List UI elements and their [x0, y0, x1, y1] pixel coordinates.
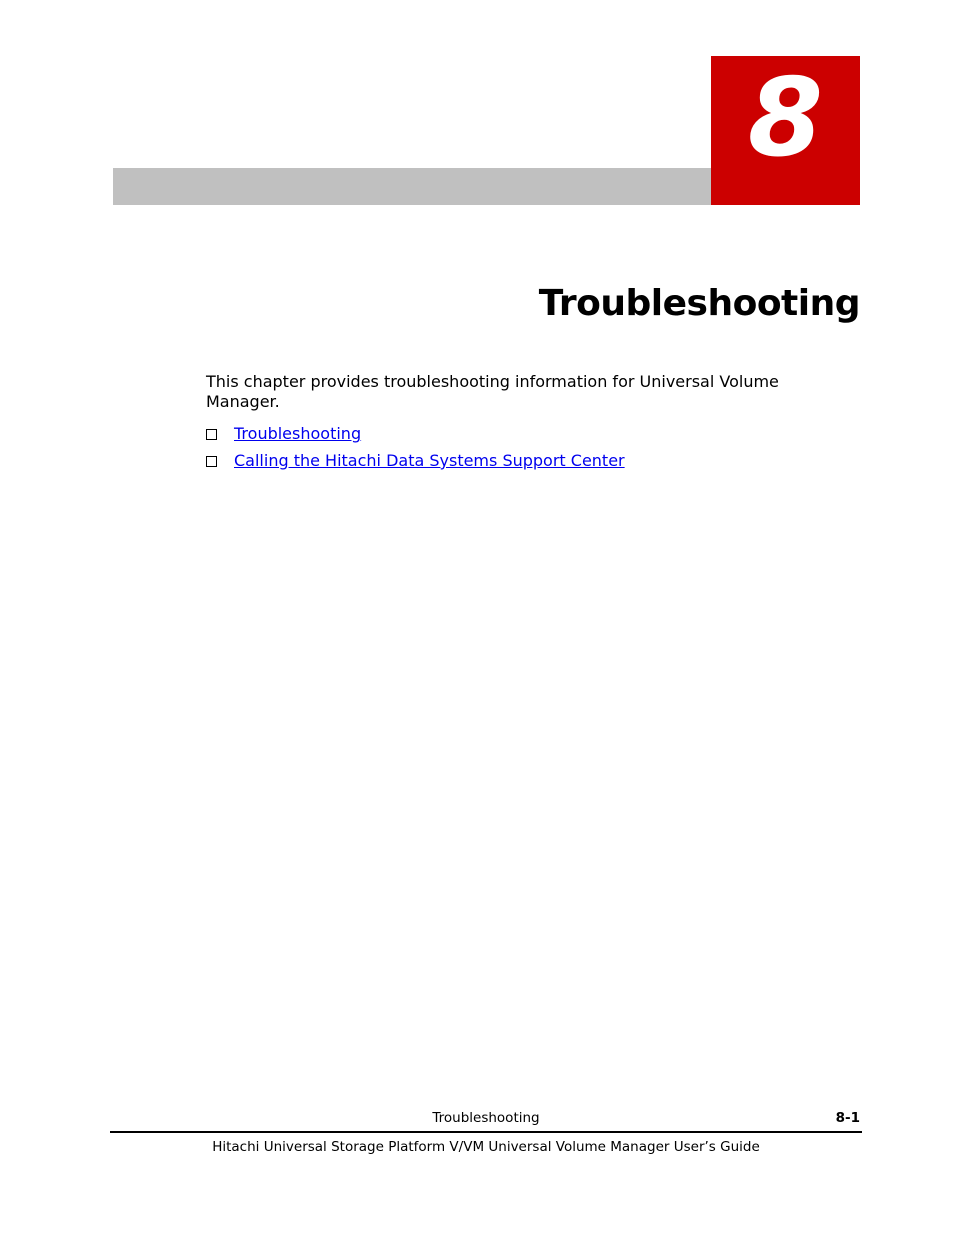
chapter-number: 8	[747, 56, 824, 181]
chapter-intro: This chapter provides troubleshooting information for Universal Volume Manager.	[206, 372, 779, 411]
footer-guide-title: Hitachi Universal Storage Platform V/VM Universal Volume Manager User’s Guide	[212, 1139, 760, 1155]
footer-divider	[110, 1131, 862, 1133]
footer-page-number: 8-1	[835, 1110, 860, 1126]
toc-link-support-center[interactable]: Calling the Hitachi Data Systems Support Center	[234, 451, 625, 470]
footer-section-title: Troubleshooting	[432, 1110, 540, 1126]
chapter-title: Troubleshooting	[538, 283, 860, 324]
chapter-header-bar	[113, 168, 711, 205]
toc-link-troubleshooting[interactable]: Troubleshooting	[234, 424, 362, 443]
toc-item-troubleshooting	[206, 420, 625, 447]
square-bullet-icon	[206, 456, 217, 467]
chapter-toc	[206, 420, 625, 474]
square-bullet-icon	[206, 429, 217, 440]
chapter-number-box	[711, 56, 860, 205]
toc-item-support-center	[206, 447, 625, 474]
